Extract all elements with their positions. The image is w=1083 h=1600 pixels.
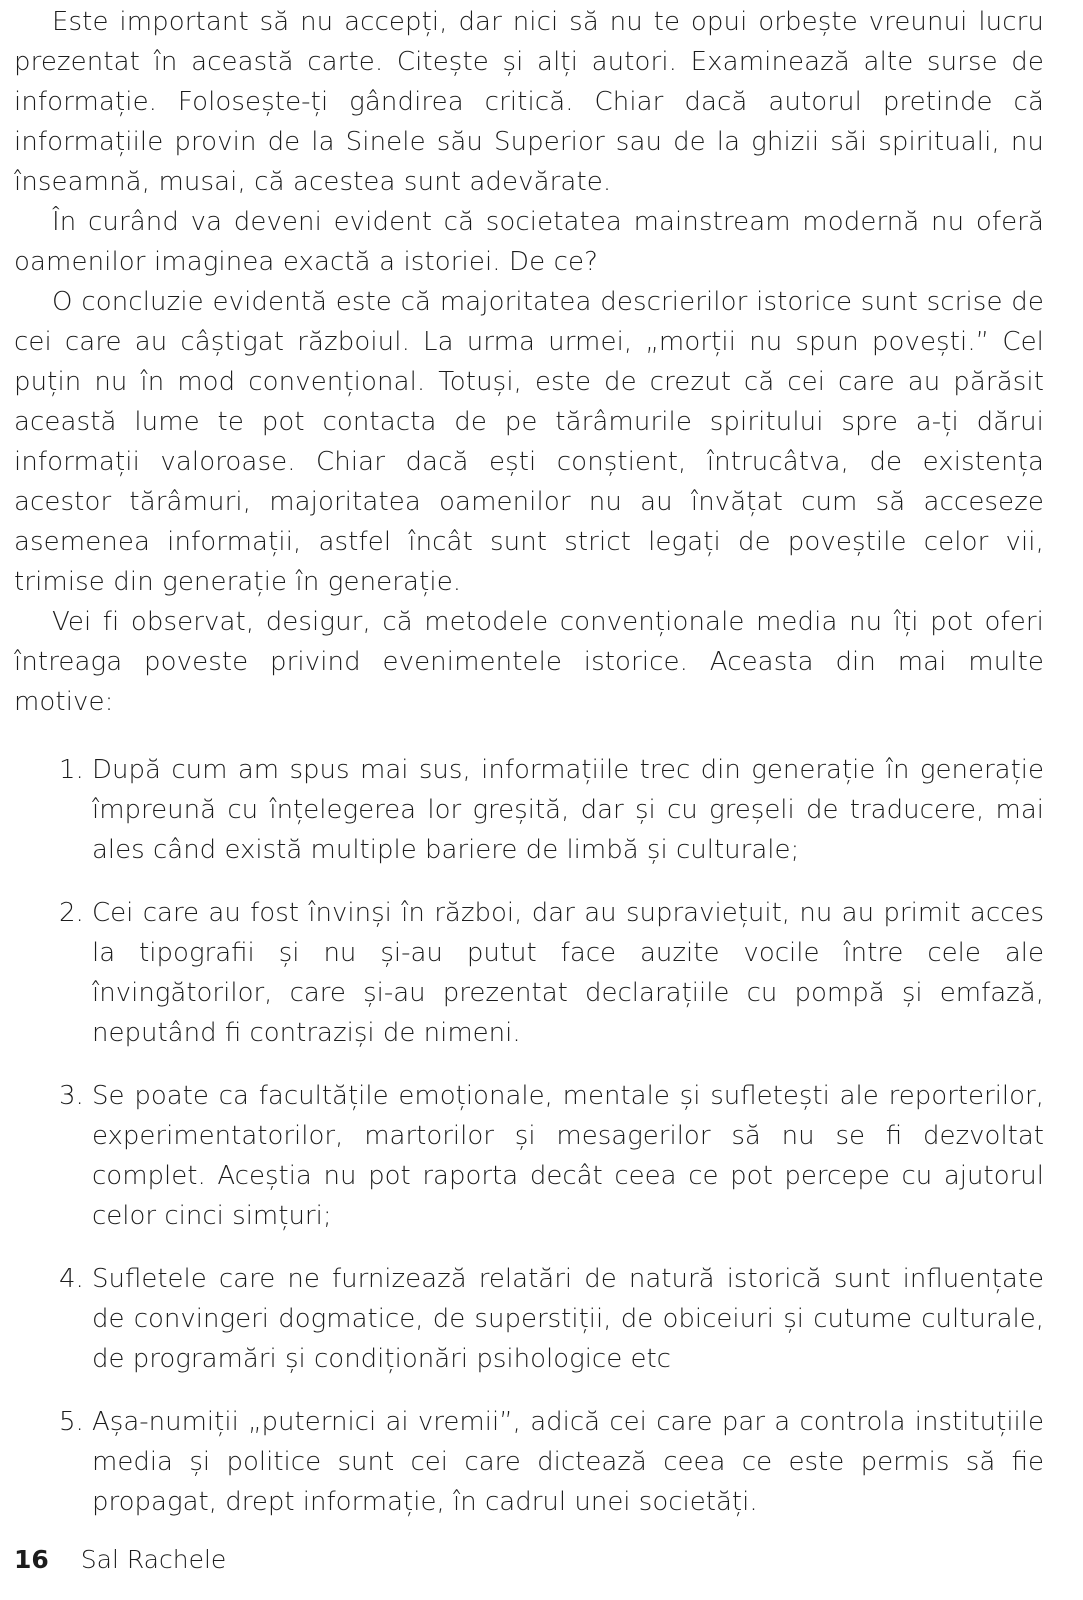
paragraph: O concluzie evidentă este că majoritatea descrierilor istorice sunt scrise de cei care au câștigat războiul. La urma urmei, „morții nu spun povești.” Cel puțin nu în mod convențional. Totuși, este de crezut că cei care au părăsit această lume te pot contacta de pe tărâmurile spiritului spre a-ți dărui informații valoroase. Chiar dacă ești conștient, întrucâtva, de existența acestor tărâmuri, majoritatea oamenilor nu au învățat cum să acceseze asemenea informații, astfel încât sunt strict legați de poveștile celor vii, trimise din generație în generație. [14, 287, 1044, 597]
paragraph: Este important să nu accepți, dar nici să nu te opui orbește vreunui lucru prezentat în această carte. Citește și alți autori. Examinează alte surse de informație. Folosește-ți gândirea critică. Chiar dacă autorul pretinde că informațiile provin de la Sinele său Superior sau de la ghizii săi spirituali, nu înseamnă, musai, că acestea sunt adevărate. [14, 7, 1044, 197]
list-item-number: 1. [59, 755, 84, 785]
paragraph: În curând va deveni evident că societatea mainstream modernă nu oferă oamenilor imaginea exactă a istoriei. De ce? [14, 207, 1044, 277]
list-item [14, 1402, 1044, 1522]
list-item-text: Cei care au fost învinși în război, dar au supraviețuit, nu au primit acces la tipografii și nu și-au putut face auzite vocile între cele ale învingătorilor, care și-au prezentat declarațiile cu pompă și emfază, neputând fi contraziși de nimeni. [92, 898, 1044, 1048]
paragraph: Vei fi observat, desigur, că metodele convenționale media nu îți pot oferi întreaga poveste privind evenimentele istorice. Aceasta din mai multe motive: [14, 607, 1044, 717]
list-item [14, 893, 1044, 1053]
page-footer [14, 1540, 226, 1580]
list-item-text: Se poate ca facultățile emoționale, mentale și sufletești ale reporterilor, experimentatorilor, martorilor și mesagerilor să nu se fi dezvoltat complet. Aceștia nu pot raporta decât ceea ce pot percepe cu ajutorul celor cinci simțuri; [92, 1081, 1044, 1231]
list-item-text: Așa-numiții „puternici ai vremii”, adică cei care par a controla instituțiile media și politice sunt cei care dictează ceea ce este permis să fie propagat, drept informație, în cadrul unei societăți. [92, 1407, 1044, 1517]
author-name: Sal Rachele [80, 1545, 227, 1574]
list-item-text: Sufletele care ne furnizează relatări de natură istorică sunt influențate de convingeri dogmatice, de superstiții, de obiceiuri și cutume culturale, de programări și condiționări psihologice etc [92, 1264, 1044, 1374]
list-item-text: După cum am spus mai sus, informațiile trec din generație în generație împreună cu înțelegerea lor greșită, dar și cu greșeli de traducere, mai ales când există multiple bariere de limbă și culturale; [92, 755, 1044, 865]
page-number: 16 [14, 1545, 49, 1574]
list-item [14, 1076, 1044, 1236]
list-item [14, 1259, 1044, 1379]
page-body [14, 2, 1044, 1545]
list-item-number: 4. [59, 1264, 84, 1294]
list-item-number: 5. [59, 1407, 84, 1437]
numbered-list [14, 750, 1044, 1522]
list-item-number: 2. [59, 898, 84, 928]
list-item [14, 750, 1044, 870]
list-item-number: 3. [59, 1081, 84, 1111]
